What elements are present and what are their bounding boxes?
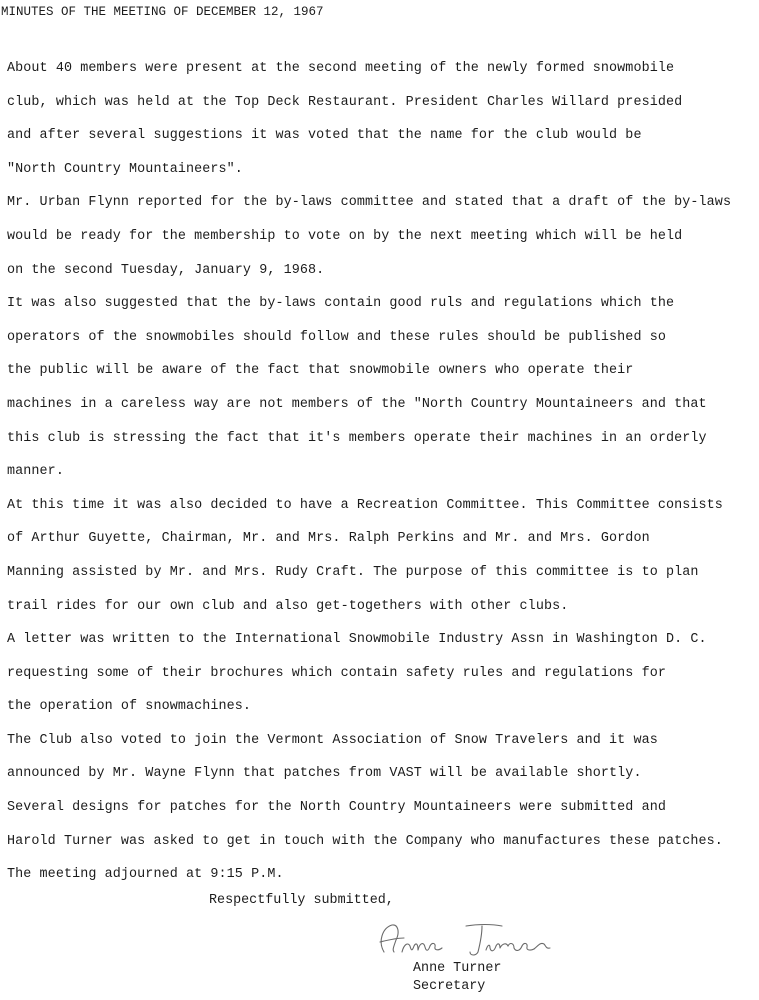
text-line: manner. <box>7 464 64 480</box>
text-line: Harold Turner was asked to get in touch with the Company who manufactures these patches. <box>7 833 723 849</box>
text-line: trail rides for our own club and also get-togethers with other clubs. <box>7 598 569 614</box>
text-line: of Arthur Guyette, Chairman, Mr. and Mrs. Ralph Perkins and Mr. and Mrs. Gordon <box>7 531 650 547</box>
text-line: "North Country Mountaineers". <box>7 161 243 177</box>
text-line: the public will be aware of the fact that snowmobile owners who operate their <box>7 363 634 379</box>
text-line: announced by Mr. Wayne Flynn that patches from VAST will be available shortly. <box>7 766 642 782</box>
text-line: on the second Tuesday, January 9, 1968. <box>7 262 325 278</box>
text-line: machines in a careless way are not members of the "North Country Mountaineers and that <box>7 396 707 412</box>
text-line: club, which was held at the Top Deck Restaurant. President Charles Willard presided <box>7 94 683 110</box>
minutes-body <box>7 52 755 892</box>
text-line: Several designs for patches for the North Country Mountaineers were submitted and <box>7 800 666 816</box>
text-line: the operation of snowmachines. <box>7 699 252 715</box>
text-line: this club is stressing the fact that it's members operate their machines in an orderly <box>7 430 707 446</box>
handwritten-signature <box>370 916 570 966</box>
signer-title: Secretary <box>413 979 486 994</box>
text-line: Manning assisted by Mr. and Mrs. Rudy Craft. The purpose of this committee is to plan <box>7 564 699 580</box>
text-line: requesting some of their brochures which contain safety rules and regulations for <box>7 665 666 681</box>
text-line: operators of the snowmobiles should follow and these rules should be published so <box>7 329 666 345</box>
text-line: A letter was written to the International Snowmobile Industry Assn in Washington D. C. <box>7 632 707 648</box>
text-line: The meeting adjourned at 9:15 P.M. <box>7 867 284 883</box>
text-line: The Club also voted to join the Vermont Association of Snow Travelers and it was <box>7 732 658 748</box>
signer-block <box>413 960 501 996</box>
closing-text: Respectfully submitted, <box>209 893 394 908</box>
text-line: and after several suggestions it was voted that the name for the club would be <box>7 128 642 144</box>
text-line: About 40 members were present at the second meeting of the newly formed snowmobile <box>7 61 675 76</box>
text-line: Mr. Urban Flynn reported for the by-laws committee and stated that a draft of the by-laws <box>7 195 732 211</box>
signer-name: Anne Turner <box>413 961 502 976</box>
text-line: would be ready for the membership to vote on by the next meeting which will be held <box>7 228 683 244</box>
text-line: It was also suggested that the by-laws contain good ruls and regulations which the <box>7 296 675 312</box>
text-line: At this time it was also decided to have a Recreation Committee. This Committee consists <box>7 497 723 513</box>
page-title: MINUTES OF THE MEETING OF DECEMBER 12, 1967 <box>1 5 324 19</box>
